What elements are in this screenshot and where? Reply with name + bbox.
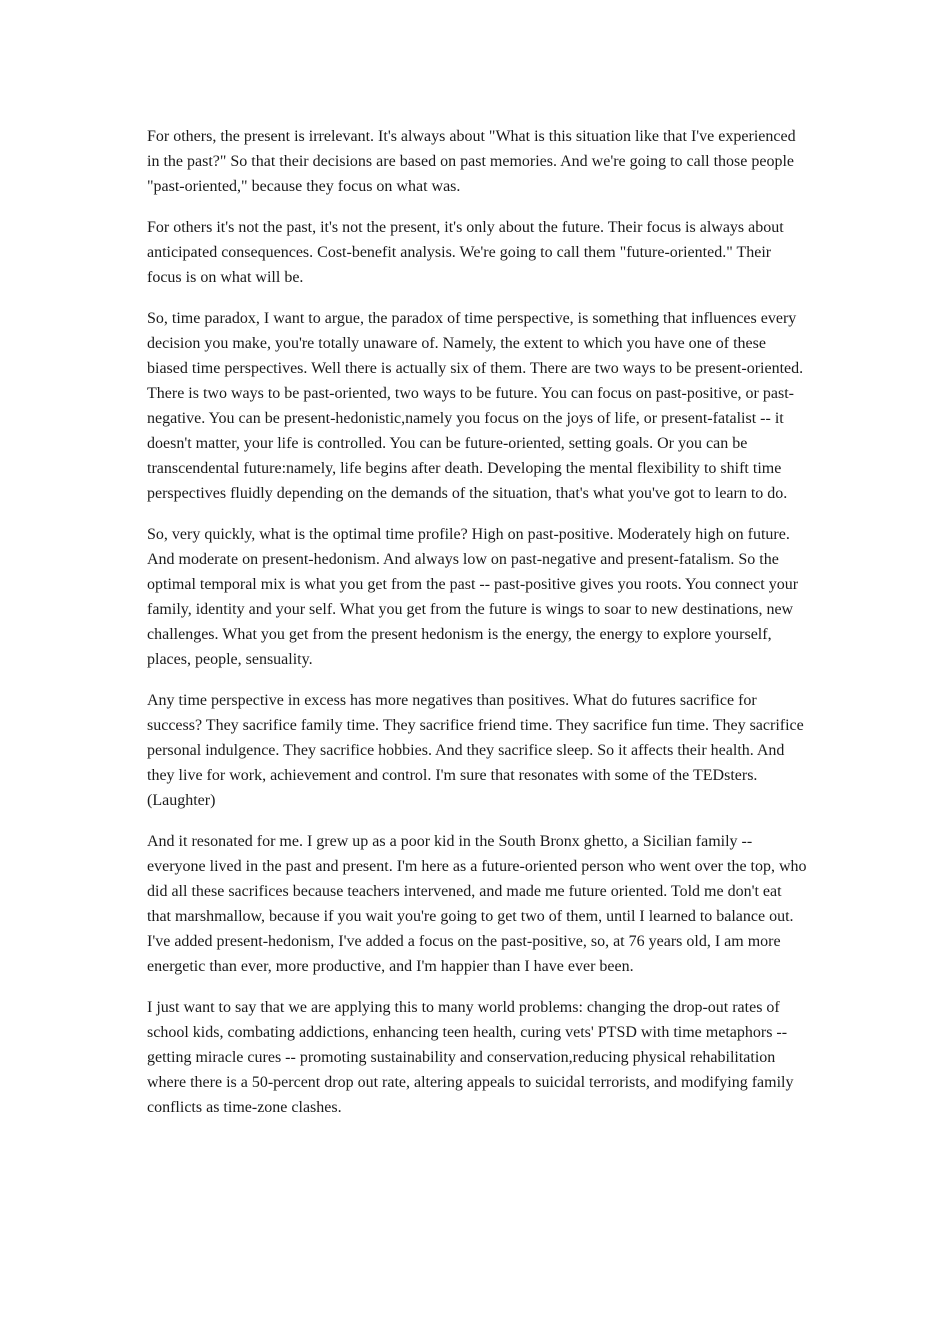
- paragraph-past-oriented: For others, the present is irrelevant. It's always about "What is this situation like that I've experienced in the past?" So that their decisions are based on past memories. And we're going to call those people "past-oriented," because they focus on what was.: [147, 128, 796, 195]
- paragraph-optimal-profile: So, very quickly, what is the optimal time profile? High on past-positive. Moderately high on future. And moderate on present-hedonism. And always low on past-negative and present-fatalism. So the optimal temporal mix is what you get from the past -- past-positive gives you roots. You connect your family, identity and your self. What you get from the future is wings to soar to new destinations, new challenges. What you get from the present hedonism is the energy, the energy to explore yourself, places, people, sensuality.: [147, 526, 799, 668]
- paragraph-time-paradox: So, time paradox, I want to argue, the paradox of time perspective, is something that influences every decision you make, you're totally unaware of. Namely, the extent to which you have one of these biased time perspectives. Well there is actually six of them. There are two ways to be present-oriented. There is two ways to be past-oriented, two ways to be future. You can focus on past-positive, or past-negative. You can be present-hedonistic,namely you focus on the joys of life, or present-fatalist -- it doesn't matter, your life is controlled. You can be future-oriented, setting goals. Or you can be transcendental future:namely, life begins after death. Developing the mental flexibility to shift time perspectives fluidly depending on the demands of the situation, that's what you've got to learn to do.: [147, 310, 804, 502]
- paragraph-future-oriented: For others it's not the past, it's not the present, it's only about the future. Their focus is always about anticipated consequences. Cost-benefit analysis. We're going to call them "future-oriented." Their focus is on what will be.: [147, 219, 784, 286]
- paragraph-personal-story: And it resonated for me. I grew up as a poor kid in the South Bronx ghetto, a Sicilian family -- everyone lived in the past and present. I'm here as a future-oriented person who went over the top, who did all these sacrifices because teachers intervened, and made me future oriented. Told me don't eat that marshmallow, because if you wait you're going to get two of them, until I learned to balance out. I've added present-hedonism, I've added a focus on the past-positive, so, at 76 years old, I am more energetic than ever, more productive, and I'm happier than I have ever been.: [147, 833, 807, 975]
- paragraph-excess-perspective: Any time perspective in excess has more negatives than positives. What do futures sacrifice for success? They sacrifice family time. They sacrifice friend time. They sacrifice fun time. They sacrifice personal indulgence. They sacrifice hobbies. And they sacrifice sleep. So it affects their health. And they live for work, achievement and control. I'm sure that resonates with some of the TEDsters. (Laughter): [147, 692, 804, 809]
- document-page: [147, 124, 807, 1136]
- paragraph-world-problems: I just want to say that we are applying this to many world problems: changing the drop-out rates of school kids, combating addictions, enhancing teen health, curing vets' PTSD with time metaphors -- getting miracle cures -- promoting sustainability and conservation,reducing physical rehabilitation where there is a 50-percent drop out rate, altering appeals to suicidal terrorists, and modifying family conflicts as time-zone clashes.: [147, 999, 794, 1116]
